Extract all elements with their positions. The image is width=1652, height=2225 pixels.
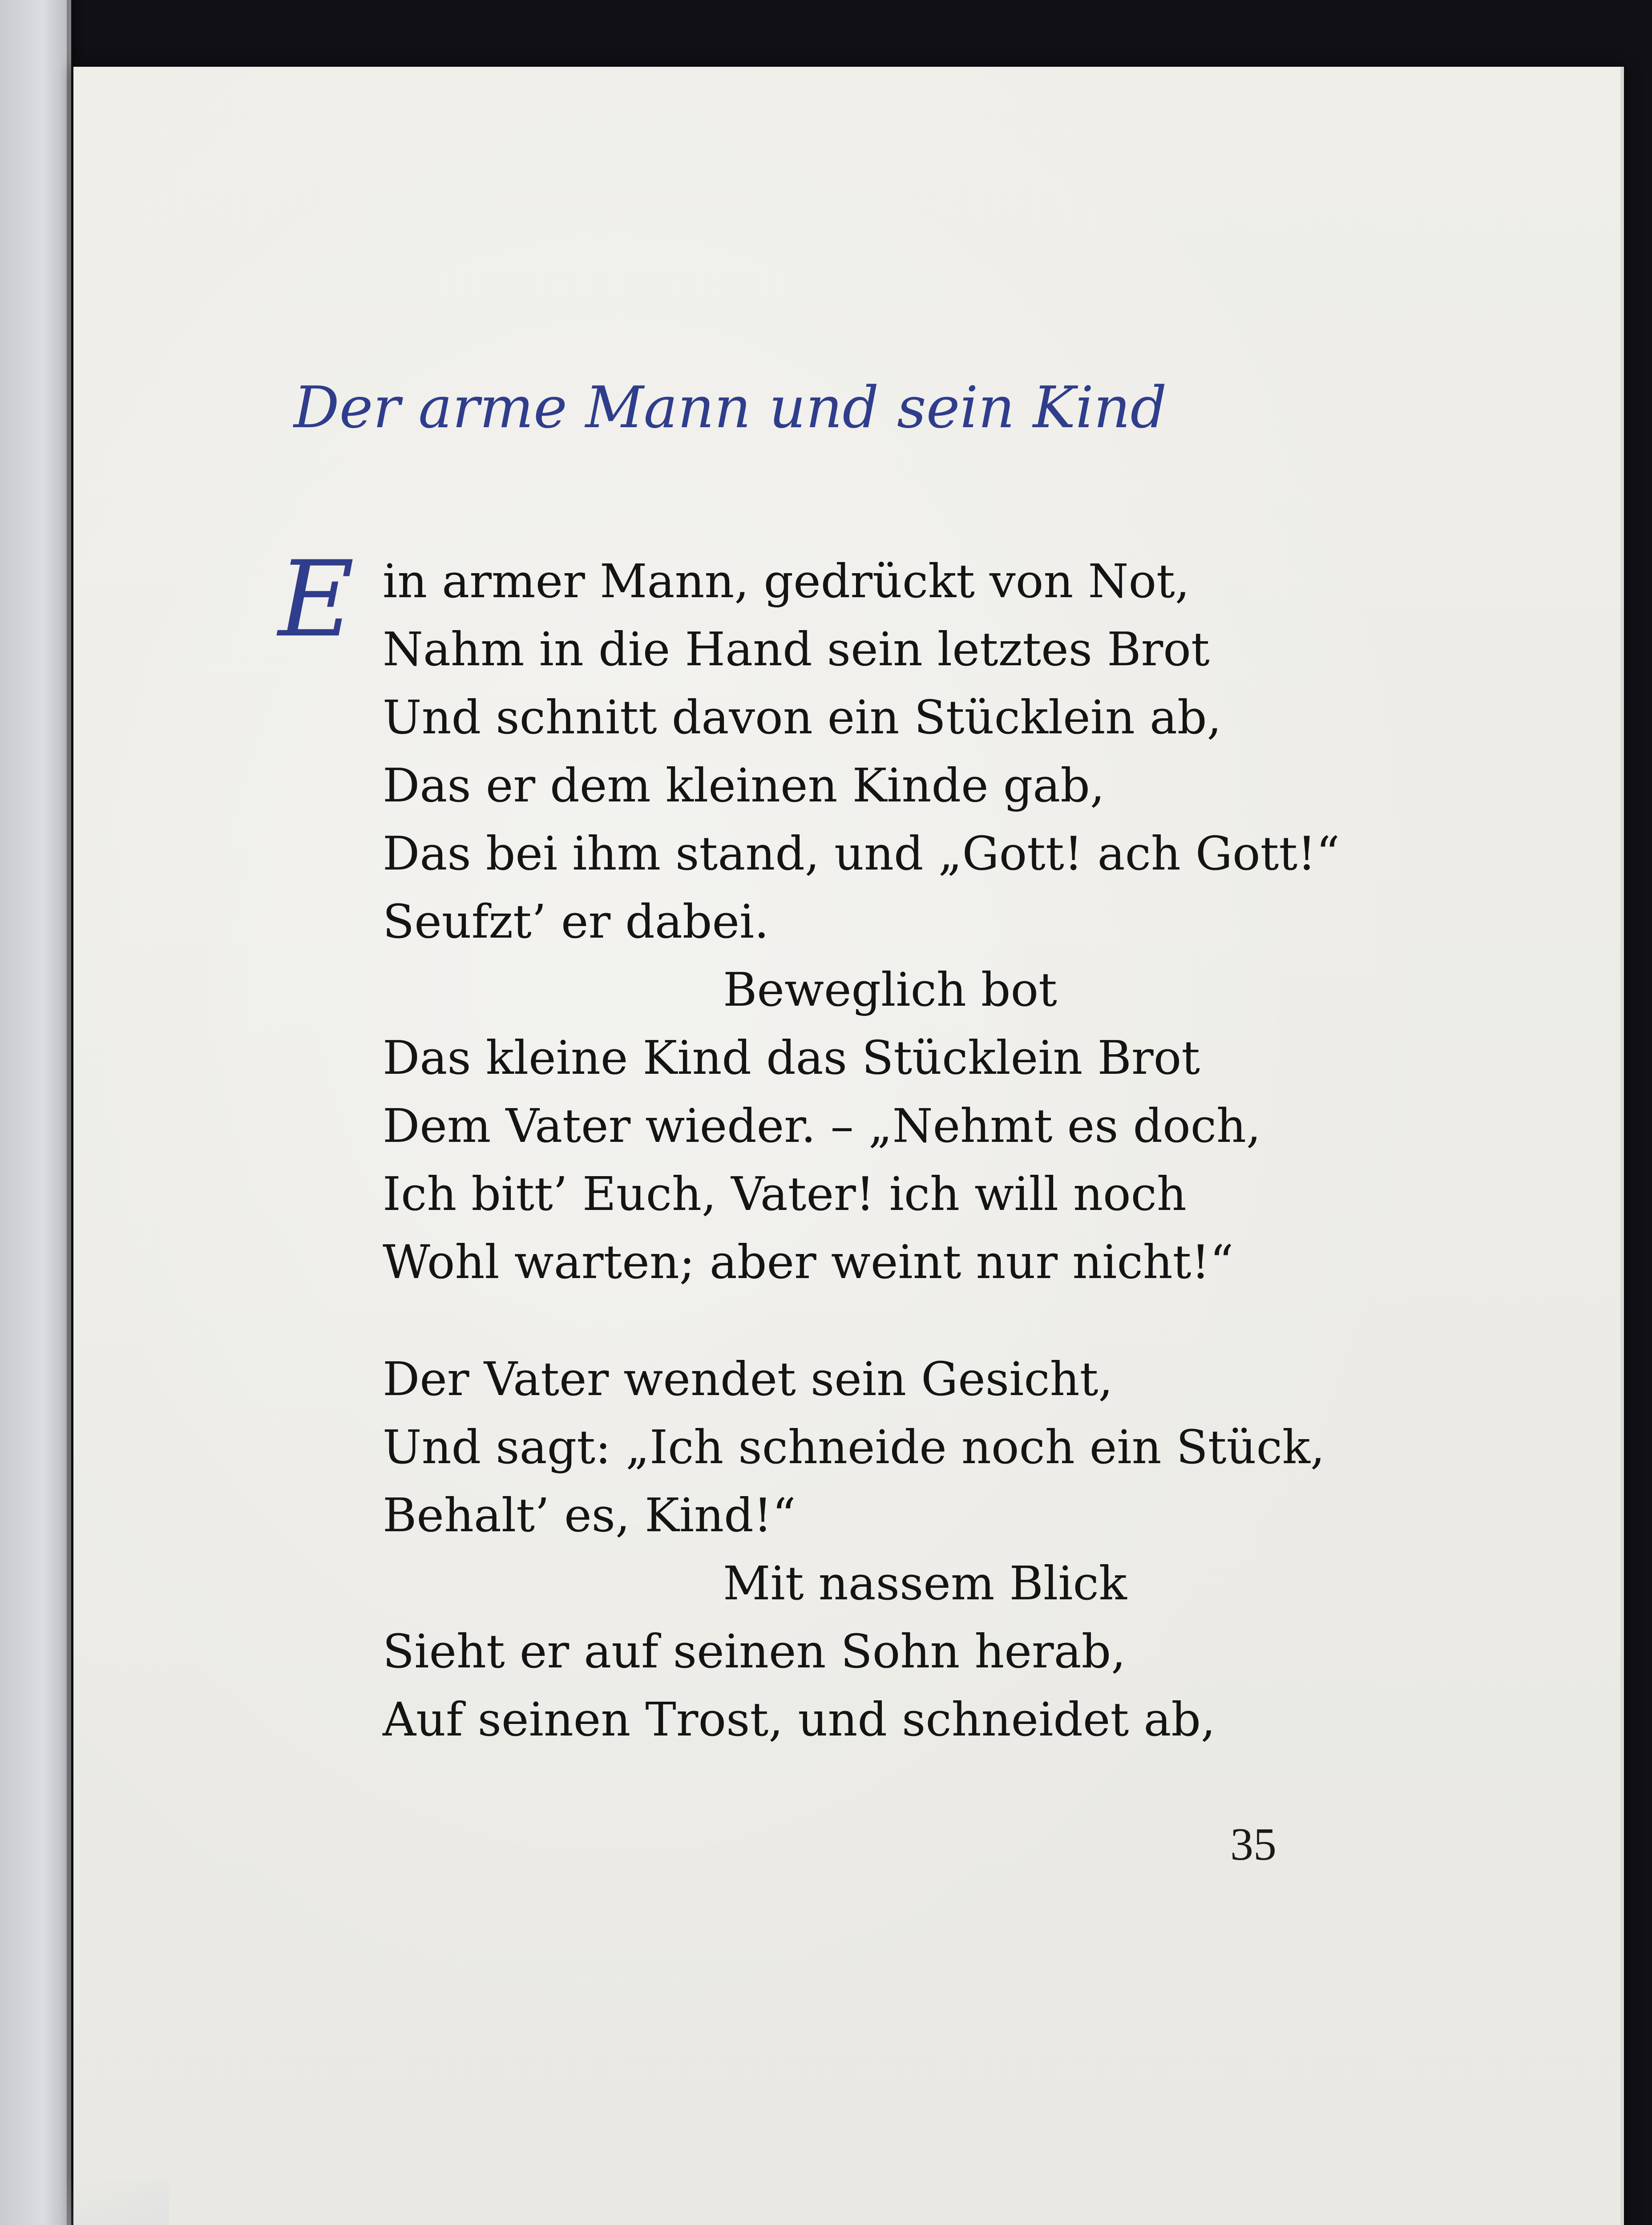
poem-line: Das kleine Kind das Stücklein Brot: [383, 1031, 1200, 1085]
poem-line: Wohl warten; aber weint nur nicht!“: [383, 1235, 1234, 1289]
poem-line: Nahm in die Hand sein letztes Brot: [383, 622, 1210, 676]
poem-body: [278, 539, 1435, 1754]
poem-line: Das bei ihm stand, und „Gott! ach Gott!“: [383, 826, 1340, 881]
poem-line: Dem Vater wieder. – „Nehmt es doch,: [383, 1099, 1261, 1153]
poem-line: Seufzt’ er dabei.: [383, 894, 769, 949]
stanza-gap: [278, 1296, 1435, 1345]
drop-cap: E: [278, 539, 355, 660]
poem-line: Ich bitt’ Euch, Vater! ich will noch: [383, 1167, 1187, 1221]
page-number: 35: [1230, 1819, 1276, 1870]
poem-line: Behalt’ es, Kind!“: [383, 1488, 796, 1542]
poem-line: Auf seinen Trost, und schneidet ab,: [383, 1692, 1216, 1747]
poem-title: Der arme Mann und sein Kind: [294, 375, 1167, 441]
book-page: [73, 67, 1624, 2225]
poem-line: Und schnitt davon ein Stücklein ab,: [383, 690, 1222, 744]
page-edge: [1620, 67, 1624, 2225]
plastic-cover-glare: [53, 2180, 169, 2225]
poem-line: in armer Mann, gedrückt von Not,: [383, 554, 1190, 608]
poem-line: Und sagt: „Ich schneide noch ein Stück,: [383, 1420, 1325, 1474]
poem-line: Das er dem kleinen Kinde gab,: [383, 758, 1105, 813]
poem-line: Der Vater wendet sein Gesicht,: [383, 1352, 1113, 1406]
book-cover-edge: [0, 0, 71, 2225]
poem-line: Beweglich bot: [723, 963, 1057, 1017]
poem-line: Mit nassem Blick: [723, 1556, 1127, 1610]
poem-line: Sieht er auf seinen Sohn herab,: [383, 1624, 1126, 1679]
